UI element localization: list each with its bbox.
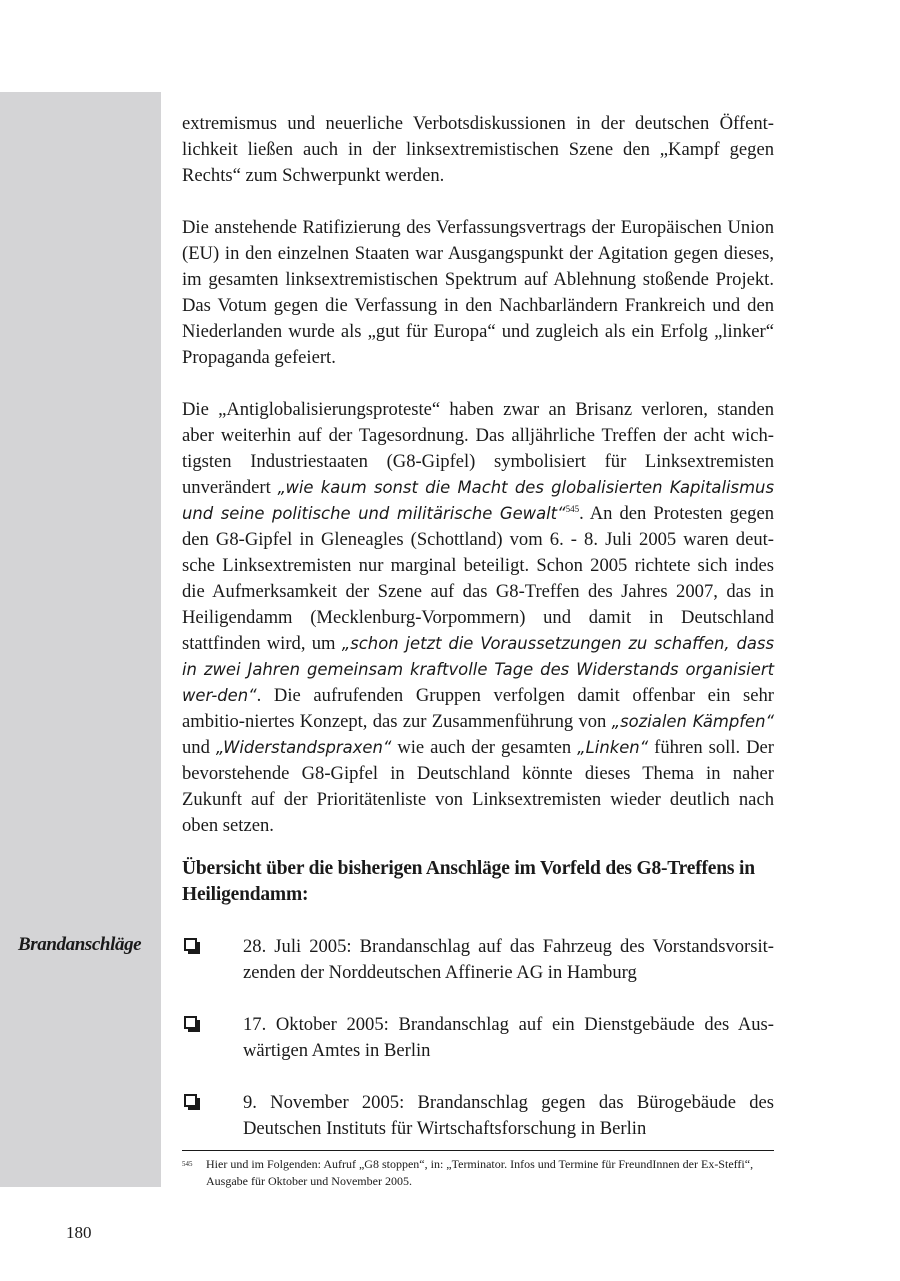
paragraph-3-text-5: wie auch der gesamten	[391, 737, 578, 758]
list-item-text: 28. Juli 2005: Brandanschlag auf das Fahrzeug des Vorstandsvorsit-zenden der Norddeutschen Affinerie AG in Hamburg	[243, 936, 774, 983]
list-item-text: 17. Oktober 2005: Brandanschlag auf ein Dienstgebäude des Aus-wärtigen Amtes in Berlin	[243, 1014, 774, 1061]
footnote-rule	[182, 1150, 774, 1151]
footnote-text: Hier und im Folgenden: Aufruf „G8 stoppen“, in: „Terminator. Infos und Termine für FreundInnen der Ex-Steffi“, Ausgabe für Oktober und November 2005.	[206, 1157, 754, 1188]
paragraph-3-text-4: und	[182, 737, 216, 758]
quote-4: „Widerstandspraxen“	[215, 738, 392, 757]
margin-strip	[0, 92, 161, 1187]
footnote-ref[interactable]: 545	[565, 503, 580, 514]
paragraph-3-text-2: . An den Protesten gegen den G8-Gipfel in Gleneagles (Schottland) vom 6. - 8. Juli 2005 waren deut-sche Linksextremisten nur marginal beteiligt. Schon 2005 richtete sich indes die Aufmerksamkeit der Szene auf das G8-Treffen des Jahres 2007, das in Heiligendamm (Mecklenburg-Vorpommern) und damit in Deutschland stattfinden wird, um	[182, 503, 774, 654]
footnote-number: 545	[182, 1160, 193, 1168]
paragraph-3	[182, 397, 774, 839]
page-number: 180	[66, 1223, 92, 1242]
paragraph-3-text-1: Die „Antiglobalisierungsproteste“ haben zwar an Brisanz verloren, standen aber weiterhin auf der Tagesordnung. Das alljährliche Treffen der acht wich-tigsten Industriestaaten (G8-Gipfel) symbolisiert für Linksextremisten unverändert	[182, 399, 774, 498]
margin-label: Brandanschläge	[18, 934, 142, 955]
quote-5: „Linken“	[577, 738, 649, 757]
quote-1: „wie kaum sonst die Macht des globalisierten Kapitalismus und seine politische und militärische Gewalt“	[182, 478, 774, 523]
checkbox-icon	[184, 1094, 197, 1107]
paragraph-3-text-6: führen soll. Der bevorstehende G8-Gipfel in Deutschland könnte dieses Thema in naher Zukunft auf der Prioritätenliste von Linksextremisten wieder deutlich nach oben setzen.	[182, 737, 775, 836]
checkbox-icon	[184, 1016, 197, 1029]
quote-2: „schon jetzt die Voraussetzungen zu schaffen, dass in zwei Jahren gemeinsam kraftvolle Tage des Widerstands organisiert wer-den“	[182, 634, 774, 705]
quote-3: „sozialen Kämpfen“	[611, 712, 775, 731]
paragraph-3-text-3: . Die aufrufenden Gruppen verfolgen damit offenbar ein sehr ambitio-niertes Konzept, das zur Zusammenführung von	[182, 685, 774, 732]
paragraph-1: extremismus und neuerliche Verbotsdiskussionen in der deutschen Öffent-lichkeit ließen auch in der linksextremistischen Szene den „Kampf gegen Rechts“ zum Schwerpunkt werden.	[182, 113, 774, 186]
checkbox-icon	[184, 938, 197, 951]
list-item-text: 9. November 2005: Brandanschlag gegen das Bürogebäude des Deutschen Instituts für Wirtschaftsforschung in Berlin	[243, 1092, 774, 1139]
body-text	[182, 111, 774, 839]
section-heading: Übersicht über die bisherigen Anschläge im Vorfeld des G8-Treffens in Heiligendamm:	[182, 858, 755, 905]
paragraph-2: Die anstehende Ratifizierung des Verfassungsvertrags der Europäischen Union (EU) in den einzelnen Staaten war Ausgangspunkt der Agitation gegen dieses, im gesamten linksextremistischen Spektrum auf Ablehnung stoßende Projekt. Das Votum gegen die Verfassung in den Nachbarländern Frankreich und den Niederlanden wurde als „gut für Europa“ und zugleich als ein Erfolg „linker“ Propaganda gefeiert.	[182, 217, 774, 368]
